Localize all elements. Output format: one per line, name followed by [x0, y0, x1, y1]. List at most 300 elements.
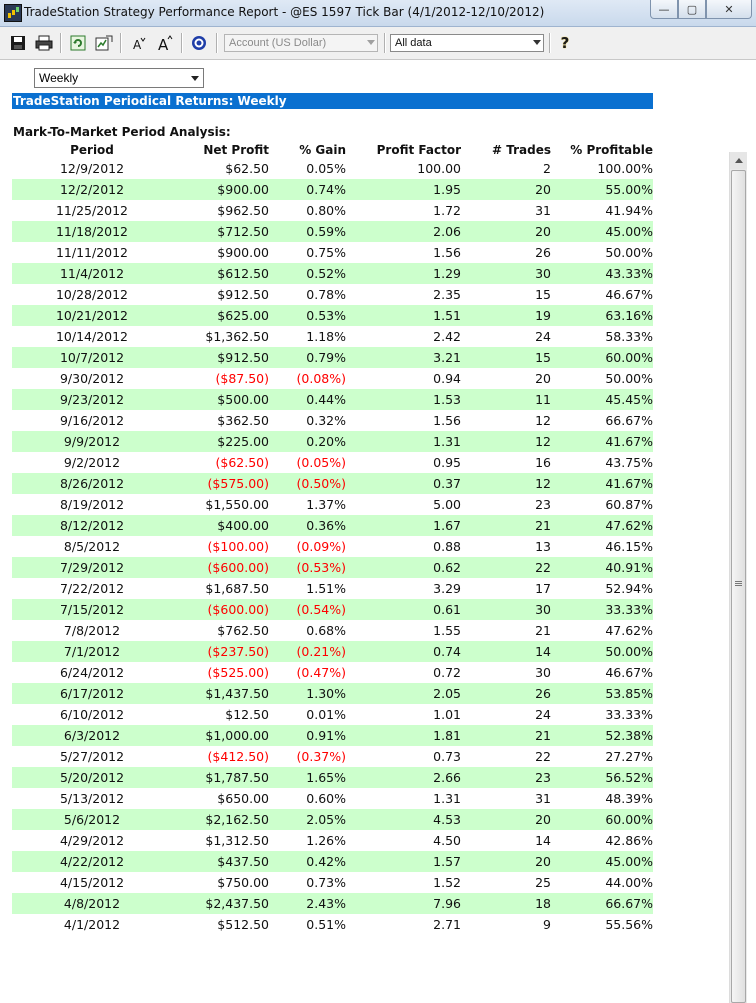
cell-period: 4/29/2012 [59, 833, 125, 848]
cell-period: 7/1/2012 [12, 641, 172, 662]
scrollbar-grip-icon [735, 581, 742, 582]
table-row [12, 746, 653, 767]
table-row [12, 515, 653, 536]
cell-period: 10/28/2012 [55, 287, 129, 302]
cell-profit-factor: 2.06 [346, 221, 461, 242]
cell-net-profit: $500.00 [172, 389, 269, 410]
toolbar-separator [549, 33, 551, 53]
table-row [12, 662, 653, 683]
chevron-down-icon [367, 40, 375, 45]
table-row [12, 599, 653, 620]
cell-gain: 0.91% [269, 725, 346, 746]
svg-text:A: A [158, 36, 169, 52]
cell-period: 11/4/2012 [12, 263, 172, 284]
cell-profitable: 58.33% [605, 329, 653, 344]
column-header-trades: # Trades [492, 142, 551, 157]
cell-net-profit: ($525.00) [207, 665, 269, 680]
cell-profit-factor: 1.52 [433, 875, 461, 890]
table-row [12, 326, 653, 347]
chevron-down-icon [191, 76, 199, 81]
cell-profit-factor: 1.53 [346, 389, 461, 410]
cell-gain: 0.44% [269, 389, 346, 410]
cell-gain: 0.32% [306, 413, 346, 428]
cell-gain: 0.51% [306, 917, 346, 932]
cell-gain: (0.08%) [296, 371, 346, 386]
cell-profit-factor: 1.01 [433, 707, 461, 722]
cell-profit-factor: 4.53 [346, 809, 461, 830]
cell-profit-factor: 5.00 [433, 497, 461, 512]
cell-profit-factor: 1.56 [433, 413, 461, 428]
cell-net-profit: ($100.00) [207, 539, 269, 554]
column-header-profit-factor: Profit Factor [376, 142, 461, 157]
cell-trades: 24 [535, 707, 551, 722]
cell-net-profit: ($600.00) [172, 599, 269, 620]
cell-profitable: 50.00% [605, 371, 653, 386]
cell-gain: 1.51% [306, 581, 346, 596]
section-title: Mark-To-Market Period Analysis: [13, 125, 231, 139]
cell-net-profit: $2,437.50 [172, 893, 269, 914]
cell-profitable: 60.87% [605, 497, 653, 512]
cell-net-profit: $1,362.50 [205, 329, 269, 344]
cell-period: 10/21/2012 [12, 305, 172, 326]
cell-net-profit: $1,687.50 [205, 581, 269, 596]
cell-trades: 21 [461, 515, 551, 536]
cell-gain: 1.37% [306, 497, 346, 512]
cell-profit-factor: 2.35 [433, 287, 461, 302]
cell-net-profit: $612.50 [172, 263, 269, 284]
cell-profit-factor: 1.31 [433, 791, 461, 806]
cell-net-profit: $400.00 [172, 515, 269, 536]
target-icon[interactable] [189, 33, 209, 53]
export-icon[interactable] [94, 33, 114, 53]
table-row [12, 914, 653, 935]
minimize-button[interactable]: — [650, 0, 678, 19]
cell-period: 6/17/2012 [12, 683, 172, 704]
cell-net-profit: $900.00 [172, 179, 269, 200]
cell-net-profit: $225.00 [172, 431, 269, 452]
table-row [12, 683, 653, 704]
table-row [12, 872, 653, 893]
cell-period: 8/5/2012 [63, 539, 121, 554]
cell-trades: 30 [461, 599, 551, 620]
column-header-gain: % Gain [299, 142, 346, 157]
column-header-period: Period [70, 142, 114, 157]
column-header-profitable: % Profitable [570, 142, 653, 157]
table-row [12, 368, 653, 389]
cell-trades: 15 [535, 287, 551, 302]
cell-period: 7/29/2012 [12, 557, 172, 578]
table-row [12, 557, 653, 578]
table-row [12, 641, 653, 662]
cell-period: 7/22/2012 [59, 581, 125, 596]
cell-trades: 20 [461, 809, 551, 830]
cell-net-profit: $1,437.50 [172, 683, 269, 704]
cell-profit-factor: 4.50 [433, 833, 461, 848]
increase-font-icon[interactable] [155, 33, 175, 53]
cell-gain: 1.30% [269, 683, 346, 704]
cell-profitable: 63.16% [551, 305, 653, 326]
cell-gain: 0.68% [306, 623, 346, 638]
cell-gain: 0.42% [269, 851, 346, 872]
cell-profitable: 47.62% [605, 623, 653, 638]
cell-trades: 18 [461, 893, 551, 914]
cell-trades: 22 [461, 557, 551, 578]
cell-gain: (0.09%) [296, 539, 346, 554]
cell-profitable: 45.00% [551, 221, 653, 242]
toolbar-separator [120, 33, 122, 53]
cell-profit-factor: 1.57 [346, 851, 461, 872]
cell-gain: 0.78% [306, 287, 346, 302]
cell-period: 9/2/2012 [63, 455, 121, 470]
cell-profitable: 47.62% [551, 515, 653, 536]
cell-trades: 24 [535, 329, 551, 344]
cell-profitable: 52.94% [605, 581, 653, 596]
chevron-down-icon [533, 40, 541, 45]
cell-period: 5/13/2012 [59, 791, 125, 806]
table-row [12, 284, 653, 305]
cell-period: 6/3/2012 [12, 725, 172, 746]
cell-trades: 13 [535, 539, 551, 554]
close-button[interactable]: ✕ [706, 0, 752, 19]
table-row [12, 725, 653, 746]
cell-profit-factor: 1.51 [346, 305, 461, 326]
cell-profit-factor: 1.81 [346, 725, 461, 746]
cell-profitable: 56.52% [551, 767, 653, 788]
toolbar-separator [60, 33, 62, 53]
cell-profit-factor: 3.21 [346, 347, 461, 368]
table-row [12, 578, 653, 599]
cell-period: 8/26/2012 [12, 473, 172, 494]
cell-profit-factor: 1.31 [346, 431, 461, 452]
cell-period: 11/18/2012 [12, 221, 172, 242]
cell-gain: 0.20% [269, 431, 346, 452]
cell-profit-factor: 0.94 [433, 371, 461, 386]
account-combo-value: Account (US Dollar) [229, 37, 327, 49]
table-row [12, 536, 653, 557]
cell-gain: 0.74% [269, 179, 346, 200]
period-select-value: Weekly [39, 71, 79, 85]
returns-table [12, 141, 653, 935]
table-row [12, 431, 653, 452]
cell-period: 9/30/2012 [59, 371, 125, 386]
cell-period: 4/15/2012 [59, 875, 125, 890]
table-row [12, 221, 653, 242]
cell-gain: 0.53% [269, 305, 346, 326]
cell-trades: 12 [461, 473, 551, 494]
cell-trades: 11 [461, 389, 551, 410]
cell-trades: 23 [461, 767, 551, 788]
cell-profitable: 46.15% [605, 539, 653, 554]
cell-period: 8/12/2012 [12, 515, 172, 536]
cell-trades: 23 [535, 497, 551, 512]
cell-gain: 0.73% [306, 875, 346, 890]
cell-profitable: 45.00% [551, 851, 653, 872]
cell-profitable: 46.67% [605, 287, 653, 302]
cell-profit-factor: 0.74 [346, 641, 461, 662]
period-select[interactable] [34, 68, 204, 88]
cell-trades: 14 [535, 833, 551, 848]
maximize-button[interactable]: ▢ [678, 0, 706, 19]
table-row [12, 851, 653, 872]
cell-period: 6/24/2012 [59, 665, 125, 680]
cell-gain: 0.59% [269, 221, 346, 242]
cell-gain: (0.37%) [296, 749, 346, 764]
cell-gain: 1.65% [269, 767, 346, 788]
cell-profitable: 43.33% [551, 263, 653, 284]
cell-profitable: 44.00% [605, 875, 653, 890]
cell-net-profit: $750.00 [217, 875, 269, 890]
cell-profitable: 50.00% [551, 641, 653, 662]
cell-trades: 26 [461, 683, 551, 704]
cell-profit-factor: 3.29 [433, 581, 461, 596]
cell-profit-factor: 2.05 [346, 683, 461, 704]
cell-profit-factor: 0.95 [433, 455, 461, 470]
cell-trades: 20 [461, 851, 551, 872]
cell-profitable: 55.00% [551, 179, 653, 200]
cell-period: 9/23/2012 [12, 389, 172, 410]
cell-period: 5/27/2012 [59, 749, 125, 764]
cell-period: 12/9/2012 [59, 161, 125, 176]
cell-trades: 30 [461, 263, 551, 284]
cell-profitable: 55.56% [605, 917, 653, 932]
cell-net-profit: $912.50 [172, 347, 269, 368]
svg-text:A: A [133, 38, 142, 51]
table-row [12, 704, 653, 725]
cell-period: 9/9/2012 [12, 431, 172, 452]
cell-profit-factor: 0.62 [346, 557, 461, 578]
cell-trades: 19 [461, 305, 551, 326]
cell-profit-factor: 2.71 [433, 917, 461, 932]
cell-profitable: 46.67% [605, 665, 653, 680]
cell-trades: 22 [535, 749, 551, 764]
cell-period: 9/16/2012 [59, 413, 125, 428]
cell-gain: (0.47%) [296, 665, 346, 680]
cell-gain: 1.26% [306, 833, 346, 848]
help-icon[interactable]: ? [560, 34, 570, 52]
cell-gain: (0.53%) [269, 557, 346, 578]
cell-gain: 0.05% [306, 161, 346, 176]
table-row [12, 767, 653, 788]
cell-period: 11/11/2012 [55, 245, 129, 260]
table-row [12, 788, 653, 809]
cell-profitable: 41.67% [551, 431, 653, 452]
cell-profit-factor: 1.55 [433, 623, 461, 638]
cell-gain: (0.50%) [269, 473, 346, 494]
cell-trades: 25 [535, 875, 551, 890]
cell-trades: 16 [535, 455, 551, 470]
cell-net-profit: $12.50 [225, 707, 269, 722]
table-row [12, 620, 653, 641]
table-row [12, 242, 653, 263]
cell-period: 11/25/2012 [55, 203, 129, 218]
report-header: TradeStation Periodical Returns: Weekly [12, 93, 653, 109]
cell-trades: 2 [543, 161, 551, 176]
cell-profitable: 45.45% [551, 389, 653, 410]
cell-gain: 0.80% [306, 203, 346, 218]
cell-period: 8/19/2012 [59, 497, 125, 512]
cell-gain: 0.75% [306, 245, 346, 260]
save-icon[interactable] [8, 33, 28, 53]
cell-trades: 20 [461, 221, 551, 242]
table-row [12, 179, 653, 200]
cell-gain: 0.52% [269, 263, 346, 284]
cell-net-profit: $437.50 [172, 851, 269, 872]
cell-gain: (0.54%) [269, 599, 346, 620]
cell-period: 5/6/2012 [12, 809, 172, 830]
table-row [12, 347, 653, 368]
cell-profitable: 100.00% [597, 161, 653, 176]
toolbar-separator [216, 33, 218, 53]
cell-gain: 2.05% [269, 809, 346, 830]
cell-profitable: 66.67% [605, 413, 653, 428]
data-range-combo[interactable] [390, 34, 544, 52]
tradestation-app-icon [4, 4, 22, 22]
cell-gain: 1.18% [306, 329, 346, 344]
cell-trades: 20 [535, 371, 551, 386]
cell-profitable: 50.00% [605, 245, 653, 260]
cell-net-profit: ($600.00) [172, 557, 269, 578]
cell-trades: 15 [461, 347, 551, 368]
cell-period: 12/2/2012 [12, 179, 172, 200]
cell-net-profit: $362.50 [217, 413, 269, 428]
cell-trades: 26 [535, 245, 551, 260]
toolbar-separator [181, 33, 183, 53]
cell-trades: 12 [535, 413, 551, 428]
decrease-font-icon[interactable] [128, 33, 148, 53]
cell-profitable: 53.85% [551, 683, 653, 704]
cell-net-profit: $1,000.00 [172, 725, 269, 746]
cell-gain: 0.36% [269, 515, 346, 536]
data-range-combo-value: All data [395, 37, 432, 49]
cell-period: 5/20/2012 [12, 767, 172, 788]
cell-gain: 0.01% [306, 707, 346, 722]
cell-profit-factor: 7.96 [346, 893, 461, 914]
table-row [12, 494, 653, 515]
cell-net-profit: $1,312.50 [205, 833, 269, 848]
refresh-icon[interactable] [68, 33, 88, 53]
table-row [12, 893, 653, 914]
cell-net-profit: ($237.50) [172, 641, 269, 662]
cell-trades: 20 [461, 179, 551, 200]
cell-profit-factor: 0.72 [433, 665, 461, 680]
table-header-row [12, 141, 653, 158]
cell-trades: 12 [461, 431, 551, 452]
table-row [12, 473, 653, 494]
cell-net-profit: ($62.50) [215, 455, 269, 470]
cell-trades: 9 [543, 917, 551, 932]
cell-period: 10/14/2012 [55, 329, 129, 344]
cell-profit-factor: 1.29 [346, 263, 461, 284]
cell-period: 4/1/2012 [63, 917, 121, 932]
cell-profitable: 33.33% [605, 707, 653, 722]
cell-gain: 0.79% [269, 347, 346, 368]
vertical-scrollbar[interactable] [729, 152, 747, 1003]
account-combo[interactable] [224, 34, 378, 52]
cell-profitable: 40.91% [551, 557, 653, 578]
title-bar [0, 0, 756, 27]
cell-profit-factor: 2.66 [346, 767, 461, 788]
cell-net-profit: ($575.00) [172, 473, 269, 494]
cell-profit-factor: 2.42 [433, 329, 461, 344]
table-row [12, 452, 653, 473]
cell-trades: 31 [535, 791, 551, 806]
print-icon[interactable] [34, 33, 54, 53]
cell-trades: 30 [535, 665, 551, 680]
cell-profit-factor: 1.95 [346, 179, 461, 200]
cell-profitable: 42.86% [605, 833, 653, 848]
cell-profit-factor: 0.88 [433, 539, 461, 554]
window-title: TradeStation Strategy Performance Report - @ES 1597 Tick Bar (4/1/2012-12/10/2012) [24, 5, 545, 19]
cell-net-profit: $900.00 [217, 245, 269, 260]
cell-gain: 2.43% [269, 893, 346, 914]
cell-profit-factor: 1.56 [433, 245, 461, 260]
scroll-up-button[interactable] [730, 152, 747, 169]
cell-trades: 17 [535, 581, 551, 596]
cell-profit-factor: 0.37 [346, 473, 461, 494]
table-row [12, 410, 653, 431]
cell-profit-factor: 0.61 [346, 599, 461, 620]
cell-net-profit: $625.00 [172, 305, 269, 326]
cell-net-profit: $62.50 [225, 161, 269, 176]
table-row [12, 809, 653, 830]
cell-profitable: 43.75% [605, 455, 653, 470]
cell-net-profit: $1,550.00 [205, 497, 269, 512]
cell-period: 10/7/2012 [12, 347, 172, 368]
cell-profitable: 52.38% [551, 725, 653, 746]
cell-gain: 0.60% [306, 791, 346, 806]
table-row [12, 389, 653, 410]
cell-trades: 21 [535, 623, 551, 638]
cell-net-profit: $650.00 [217, 791, 269, 806]
cell-net-profit: ($412.50) [207, 749, 269, 764]
table-row [12, 158, 653, 179]
cell-trades: 21 [461, 725, 551, 746]
table-row [12, 263, 653, 284]
report-content [0, 60, 756, 943]
cell-profit-factor: 0.73 [433, 749, 461, 764]
cell-profitable: 60.00% [551, 347, 653, 368]
cell-profitable: 41.94% [605, 203, 653, 218]
cell-profitable: 48.39% [605, 791, 653, 806]
table-row [12, 830, 653, 851]
cell-trades: 14 [461, 641, 551, 662]
table-row [12, 200, 653, 221]
toolbar-separator [384, 33, 386, 53]
cell-net-profit: $762.50 [217, 623, 269, 638]
table-row [12, 305, 653, 326]
window-controls [650, 0, 752, 20]
cell-gain: (0.21%) [269, 641, 346, 662]
cell-net-profit: $962.50 [217, 203, 269, 218]
cell-profitable: 41.67% [551, 473, 653, 494]
cell-net-profit: ($87.50) [215, 371, 269, 386]
cell-gain: (0.05%) [296, 455, 346, 470]
cell-profitable: 33.33% [551, 599, 653, 620]
cell-period: 7/8/2012 [63, 623, 121, 638]
cell-period: 6/10/2012 [59, 707, 125, 722]
cell-period: 7/15/2012 [12, 599, 172, 620]
toolbar [0, 27, 756, 60]
cell-profitable: 66.67% [551, 893, 653, 914]
cell-net-profit: $512.50 [217, 917, 269, 932]
cell-period: 4/22/2012 [12, 851, 172, 872]
cell-profit-factor: 1.67 [346, 515, 461, 536]
cell-profit-factor: 1.72 [433, 203, 461, 218]
cell-period: 4/8/2012 [12, 893, 172, 914]
scrollbar-thumb[interactable] [731, 170, 746, 1003]
cell-profitable: 27.27% [605, 749, 653, 764]
cell-net-profit: $912.50 [217, 287, 269, 302]
